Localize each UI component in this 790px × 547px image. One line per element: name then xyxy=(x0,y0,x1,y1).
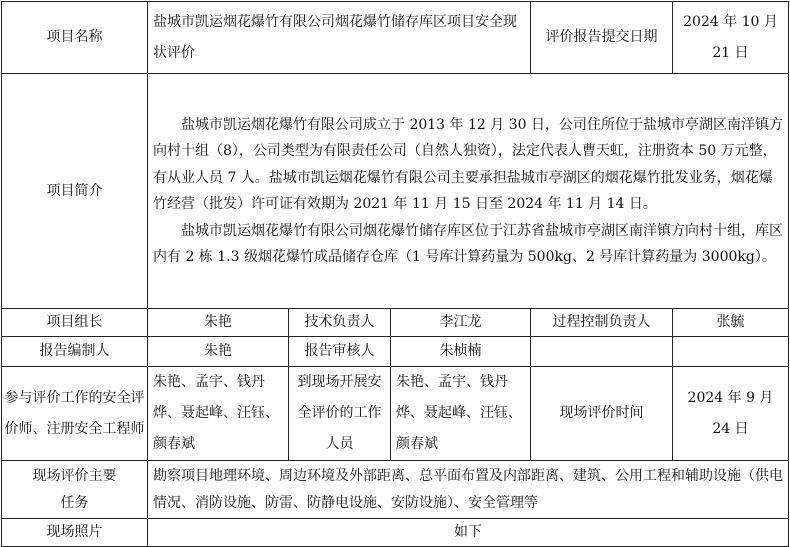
tech-lead-label: 技术负责人 xyxy=(289,309,391,337)
tech-lead-value: 李江龙 xyxy=(391,309,531,337)
evaluators-value: 朱艳、孟宇、钱丹烨、聂起峰、汪钰、颜春斌 xyxy=(148,367,289,461)
report-date-value: 2024 年 10 月 21 日 xyxy=(673,2,789,74)
process-control-value: 张毓 xyxy=(673,309,789,337)
report-date-label: 评价报告提交日期 xyxy=(531,2,673,74)
main-tasks-label: 现场评价主要任务 xyxy=(2,461,148,519)
onsite-staff-value: 朱艳、孟宇、钱丹烨、聂起峰、汪钰、颜春斌 xyxy=(391,367,531,461)
team-leaders-row xyxy=(2,309,789,337)
project-leader-value: 朱艳 xyxy=(148,309,289,337)
report-staff-row xyxy=(2,337,789,367)
report-reviewer-label: 报告审核人 xyxy=(289,337,391,367)
photos-value: 如下 xyxy=(148,519,789,547)
main-tasks-row xyxy=(2,461,789,519)
onsite-staff-label: 到现场开展安全评价的工作人员 xyxy=(289,367,391,461)
project-name-row xyxy=(2,2,789,74)
process-control-label: 过程控制负责人 xyxy=(531,309,673,337)
onsite-time-label: 现场评价时间 xyxy=(531,367,673,461)
evaluators-label: 参与评价工作的安全评价师、注册安全工程师 xyxy=(2,367,148,461)
photos-label: 现场照片 xyxy=(2,519,148,547)
report-writer-value: 朱艳 xyxy=(148,337,289,367)
project-intro-content xyxy=(148,74,789,309)
empty-cell xyxy=(673,337,789,367)
project-leader-label: 项目组长 xyxy=(2,309,148,337)
empty-cell xyxy=(531,337,673,367)
project-intro-label: 项目简介 xyxy=(2,74,148,309)
intro-paragraph-1: 盐城市凯运烟花爆竹有限公司成立于 2013 年 12 月 30 日，公司住所位于盐城市亭湖区南洋镇方向村十组（8），公司类型为有限责任公司（自然人独资），法定代表人曹天虹，注册资本 50 万元整，有从业人员 7 人。盐城市凯运烟花爆竹有限公司主要承担盐城市亭湖区的烟花爆竹批发业务，烟花爆竹经营（批发）许可证有效期为 2021 年 11 月 15 日至 2024 年 11 月 14 日。 xyxy=(153,116,783,212)
project-intro-row xyxy=(2,74,789,309)
report-writer-label: 报告编制人 xyxy=(2,337,148,367)
main-tasks-value: 勘察项目地理环境、周边环境及外部距离、总平面布置及内部距离、建筑、公用工程和辅助设施（供电情况、消防设施、防雷、防静电设施、安防设施）、安全管理等 xyxy=(148,461,789,519)
photos-row xyxy=(2,519,789,547)
onsite-time-value: 2024 年 9 月 24 日 xyxy=(673,367,789,461)
project-info-table xyxy=(1,1,789,547)
project-name-label: 项目名称 xyxy=(2,2,148,74)
evaluators-row xyxy=(2,367,789,461)
report-reviewer-value: 朱桢楠 xyxy=(391,337,531,367)
intro-paragraph-2: 盐城市凯运烟花爆竹有限公司烟花爆竹储存库区位于江苏省盐城市亭湖区南洋镇方向村十组，库区内有 2 栋 1.3 级烟花爆竹成品储存仓库（1 号库计算药量为 500kg、2 号库计算药量为 3000kg）。 xyxy=(153,222,783,265)
project-name-value: 盐城市凯运烟花爆竹有限公司烟花爆竹储存库区项目安全现状评价 xyxy=(148,2,531,74)
